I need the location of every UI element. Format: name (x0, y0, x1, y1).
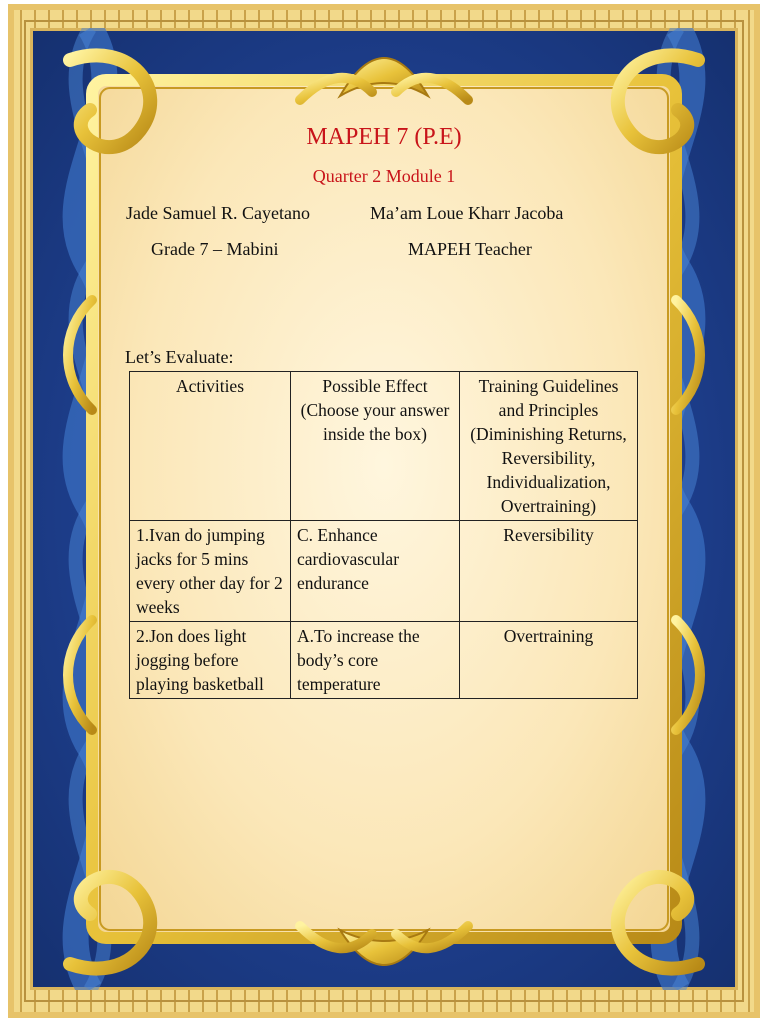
column-header-possible-effect: Possible Effect (Choose your answer inside the box) (291, 372, 460, 521)
page-subtitle: Quarter 2 Module 1 (312, 166, 456, 186)
teacher-role: MAPEH Teacher (408, 239, 532, 259)
effect-cell: A.To increase the body’s core temperature (291, 622, 460, 699)
activity-cell: 1.Ivan do jumping jacks for 5 mins every other day for 2 weeks (130, 521, 291, 622)
column-header-activities: Activities (130, 372, 291, 521)
principle-cell: Overtraining (460, 622, 638, 699)
table-row (130, 622, 638, 699)
student-name: Jade Samuel R. Cayetano (126, 203, 310, 223)
column-header-training-principles: Training Guidelines and Principles (Diminishing Returns, Reversibility, Individualization, Overtraining) (460, 372, 638, 521)
teacher-name: Ma’am Loue Kharr Jacoba (370, 203, 564, 223)
table-row (130, 521, 638, 622)
effect-cell: C. Enhance cardiovascular endurance (291, 521, 460, 622)
activity-cell: 2.Jon does light jogging before playing basketball (130, 622, 291, 699)
table-header-row (130, 372, 638, 521)
evaluation-table (129, 371, 638, 699)
evaluation-label: Let’s Evaluate: (125, 347, 234, 367)
principle-cell: Reversibility (460, 521, 638, 622)
page-title: MAPEH 7 (P.E) (306, 124, 462, 150)
student-section: Grade 7 – Mabini (151, 239, 279, 259)
